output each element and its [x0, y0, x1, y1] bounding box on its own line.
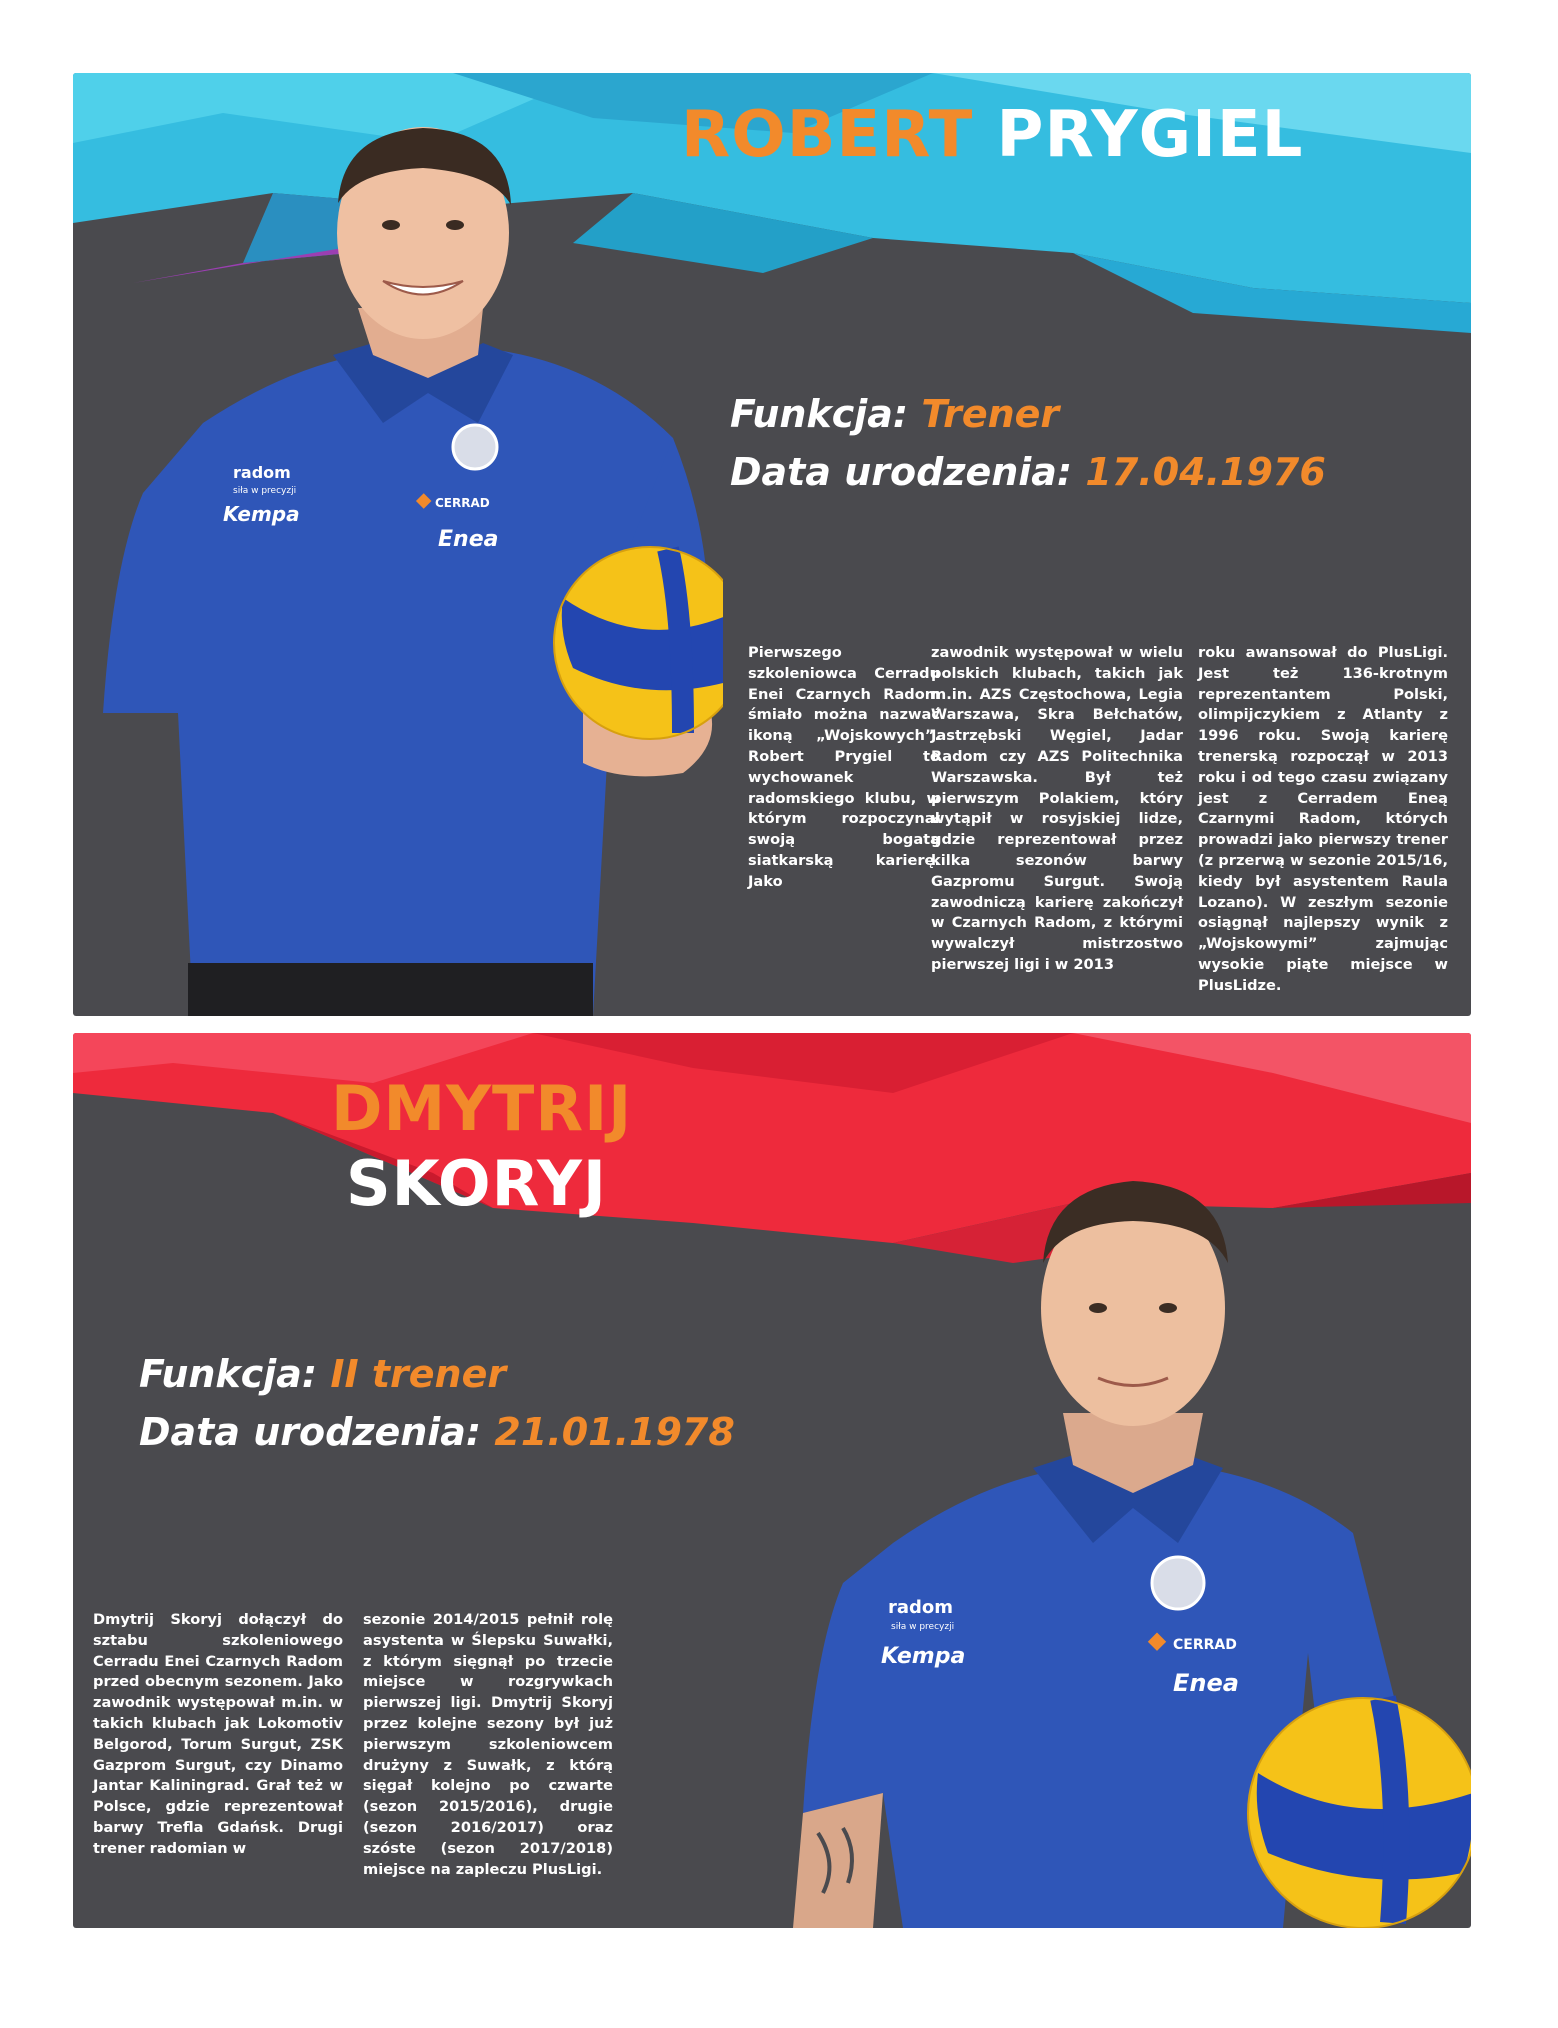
function-row: [730, 385, 1326, 443]
profile-card-dmytrij-skoryj: [73, 1033, 1471, 1928]
profile-info: [139, 1345, 735, 1461]
shirt-logo-tagline: siła w precyzji: [233, 486, 297, 496]
volleyball-icon: [1248, 1698, 1471, 1928]
bio-column-1: Pierwszego szkoleniowca Cerradu Enei Czarnych Radom śmiało można nazwać ikoną „Wojskowych”. Robert Prygiel to wychowanek radomskiego klubu, w którym rozpoczynał swoją bogatą siatkarską karierę. Jako: [748, 644, 940, 890]
bio-column-2: zawodnik występował w wielu polskich klubach, takich jak m.in. AZS Częstochowa, Legia Warszawa, Skra Bełchatów, Jastrzębski Węgiel, Jadar Radom czy AZS Politechnika Warszawska. Był też pierwszym Polakiem, który wytąpił w rosyjskiej lidze, gdzie reprezentował przez kilka sezonów barwy Gazpromu Surgut. Swoją zawodniczą karierę zakończył w Czarnych Radom, z którymi wywalczył mistrzostwo pierwszej ligi i w 2013: [931, 644, 1183, 973]
shirt-logo-tagline: siła w precyzji: [891, 1622, 955, 1632]
bio-column-2: sezonie 2014/2015 pełnił rolę asystenta w Ślepsku Suwałki, z którym sięgnął po trzecie miejsce w rozgrywkach pierwszej ligi. Dmytrij Skoryj przez kolejne sezony był już pierwszym szkoleniowcem drużyny z Suwałk, z którą sięgał kolejno po czwarte (sezon 2015/2016), drugie (sezon 2016/2017) oraz szóste (sezon 2017/2018) miejsce na zapleczu PlusLigi.: [363, 1611, 613, 1878]
shirt-logo-enea: Enea: [438, 527, 499, 552]
bio-column-3: roku awansował do PlusLigi. Jest też 136-krotnym reprezentantem Polski, olimpijczykiem z Atlanty z 1996 roku. Swoją karierę trenerską rozpoczął w 2013 roku i od tego czasu związany jest z Cerradem Eneą Czarnymi Radom, których prowadzi jako pierwszy trener (z przerwą w sezonie 2015/16, kiedy był asystentem Raula Lozano). W zeszłym sezonie osiągnął najlepszy wynik z „Wojskowymi” zajmując wysokie piąte miejsce w PlusLidze.: [1198, 644, 1448, 994]
birth-value: 21.01.1978: [494, 1410, 735, 1454]
birth-value: 17.04.1976: [1085, 450, 1326, 494]
profile-info: [730, 385, 1326, 501]
first-name: DMYTRIJ: [331, 1072, 633, 1145]
shirt-logo-radom: radom: [233, 463, 291, 482]
shirt-logo-enea: Enea: [1173, 1669, 1239, 1697]
bio-column-1: Dmytrij Skoryj dołączył do sztabu szkoleniowego Cerradu Enei Czarnych Radom przed obecnym sezonem. Jako zawodnik występował m.in. w takich klubach jak Lokomotiv Belgorod, Torum Surgut, ZSK Gazprom Surgut, czy Dinamo Jantar Kaliningrad. Grał też w Polsce, gdzie reprezentował barwy Trefla Gdańsk. Drugi trener radomian w: [93, 1611, 343, 1857]
last-name: SKORYJ: [346, 1147, 607, 1220]
profile-name: [681, 98, 1304, 172]
function-label: Funkcja:: [139, 1352, 318, 1396]
function-value: II trener: [330, 1352, 507, 1396]
profile-card-robert-prygiel: [73, 73, 1471, 1016]
function-label: Funkcja:: [730, 392, 909, 436]
shirt-logo-kempa: Kempa: [223, 502, 300, 526]
shirt-logo-radom: radom: [888, 1597, 954, 1618]
function-value: Trener: [921, 392, 1060, 436]
birth-row: [139, 1403, 735, 1461]
club-crest-icon: [1152, 1557, 1204, 1609]
birth-label: Data urodzenia:: [730, 450, 1073, 494]
first-name: ROBERT: [681, 98, 974, 172]
shirt-logo-cerrad: CERRAD: [1173, 1637, 1237, 1653]
coach-portrait-photo: [763, 1093, 1471, 1928]
last-name: PRYGIEL: [996, 98, 1304, 172]
shirt-logo-cerrad: CERRAD: [435, 496, 490, 510]
birth-row: [730, 443, 1326, 501]
birth-label: Data urodzenia:: [139, 1410, 482, 1454]
club-crest-icon: [453, 425, 497, 469]
shirt-logo-kempa: Kempa: [881, 1644, 966, 1669]
coach-portrait-photo: [83, 93, 723, 1016]
function-row: [139, 1345, 735, 1403]
